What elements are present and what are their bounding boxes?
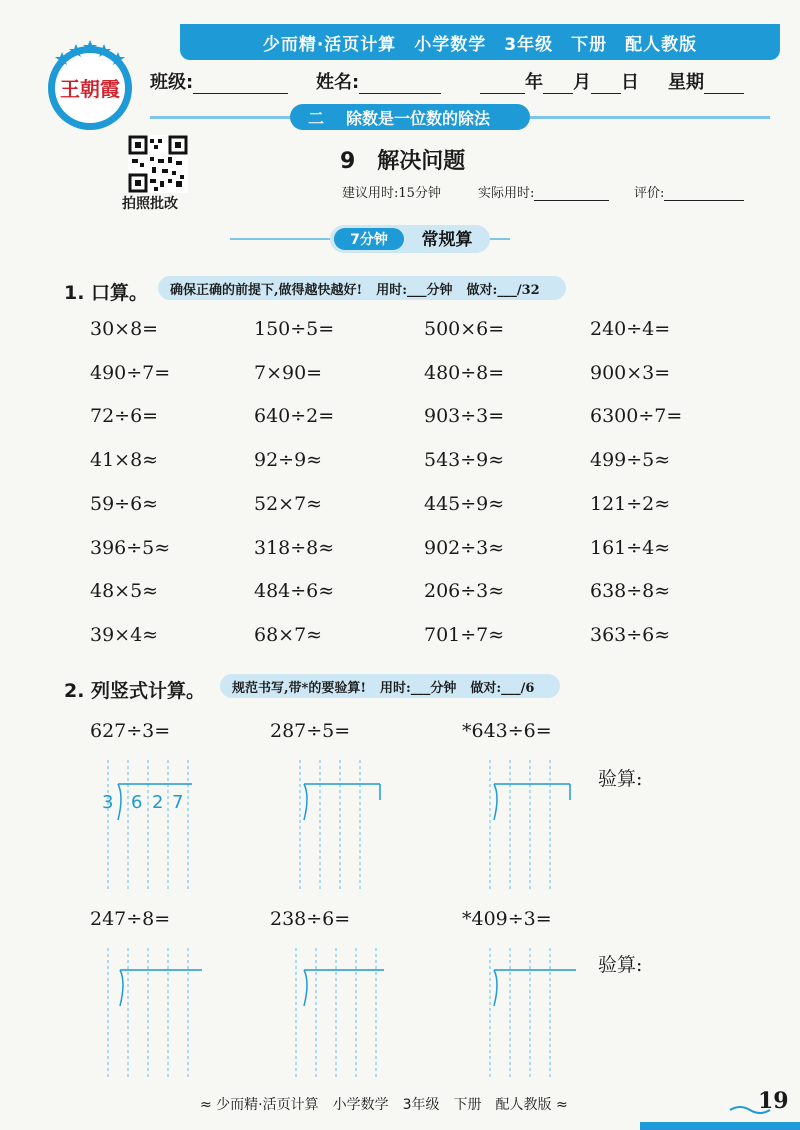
- long-division-problem: 238÷6=: [270, 908, 351, 930]
- qr-code-icon[interactable]: [128, 135, 188, 193]
- section2-time[interactable]: 用时:___分钟: [380, 680, 457, 696]
- check-label: 验算:: [598, 954, 643, 976]
- section2-instruction-bar: [220, 674, 560, 698]
- date-field[interactable]: [480, 68, 639, 94]
- mental-math-problem: 68×7≈: [254, 623, 323, 646]
- mental-math-problem: 30×8=: [90, 318, 159, 340]
- mental-math-problem: 52×7≈: [254, 492, 323, 515]
- footer-text: ≈ 少而精·活页计算 小学数学 3年级 下册 配人教版 ≈: [200, 1097, 568, 1113]
- mental-math-problem: 150÷5=: [254, 318, 335, 340]
- student-info-row: [150, 68, 750, 98]
- mental-math-problem: 48×5≈: [90, 580, 159, 603]
- weekday-label: 星期: [668, 72, 704, 93]
- section1-instruction-bar: [158, 276, 566, 300]
- long-division-workspace[interactable]: [282, 948, 392, 1078]
- section1-instruction: 确保正确的前提下,做得越快越好!: [170, 282, 363, 298]
- page-number: 19: [758, 1088, 789, 1114]
- class-blank[interactable]: [193, 73, 288, 94]
- day-blank[interactable]: [591, 73, 621, 94]
- weekday-field[interactable]: [668, 68, 744, 94]
- mental-math-problem: 484÷6≈: [254, 580, 335, 603]
- long-division-workspace[interactable]: [476, 948, 586, 1078]
- day-label: 日: [621, 72, 639, 93]
- brand-logo: [40, 36, 140, 136]
- rating-field[interactable]: [634, 182, 744, 201]
- mental-math-problem: 92÷9≈: [254, 449, 323, 472]
- long-division-workspace[interactable]: [478, 760, 578, 890]
- mental-math-problem: 39×4≈: [90, 623, 159, 646]
- class-label: 班级:: [150, 72, 194, 93]
- check-label: 验算:: [598, 768, 643, 790]
- series-title-banner: [180, 24, 780, 60]
- qr-label: 拍照批改: [122, 196, 178, 212]
- section1-time[interactable]: 用时:___分钟: [376, 282, 453, 298]
- suggested-time: 建议用时:15分钟: [342, 186, 441, 201]
- pill-divider-left: [230, 238, 330, 240]
- pill-time: 7分钟: [350, 232, 388, 248]
- pill-title: 常规算: [421, 230, 473, 250]
- mental-math-problem: 59÷6≈: [90, 492, 159, 515]
- long-division-workspace[interactable]: [288, 760, 388, 890]
- long-division-problem: 627÷3=: [90, 720, 171, 742]
- mental-math-problem: 240÷4=: [590, 318, 671, 340]
- mental-math-problem: 500×6=: [424, 318, 505, 340]
- mental-math-problem: 701÷7≈: [424, 623, 505, 646]
- month-blank[interactable]: [543, 73, 573, 94]
- actual-time-blank[interactable]: [534, 186, 609, 201]
- mental-math-problem: 543÷9≈: [424, 449, 505, 472]
- unit-number: 二: [308, 108, 325, 128]
- mental-math-problem: 638÷8≈: [590, 580, 671, 603]
- mental-math-problem: 499÷5≈: [590, 449, 671, 472]
- long-division-problem: *409÷3=: [462, 908, 552, 930]
- mental-math-problem: 445÷9≈: [424, 492, 505, 515]
- mental-math-problem: 490÷7=: [90, 361, 171, 384]
- mental-math-problem: 121÷2≈: [590, 492, 671, 515]
- mental-math-problem: 902÷3≈: [424, 536, 505, 559]
- mental-math-problem: 41×8≈: [90, 449, 159, 472]
- unit-banner: [290, 104, 530, 130]
- mental-math-problem: 640÷2=: [254, 405, 335, 428]
- mental-math-problem: 161÷4≈: [590, 536, 671, 559]
- actual-time-field[interactable]: [478, 182, 609, 201]
- mental-math-problem: 363÷6≈: [590, 623, 671, 646]
- example-digit: 2: [152, 792, 164, 813]
- year-blank[interactable]: [480, 73, 525, 94]
- example-digit: 7: [172, 792, 184, 813]
- class-field[interactable]: [150, 68, 288, 94]
- weekday-blank[interactable]: [704, 73, 744, 94]
- section2-instruction: 规范书写,带*的要验算!: [232, 680, 367, 696]
- long-division-workspace[interactable]: [96, 760, 196, 890]
- month-label: 月: [573, 72, 591, 93]
- example-digit: 6: [131, 792, 143, 813]
- year-label: 年: [525, 72, 543, 93]
- long-division-problem: 287÷5=: [270, 720, 351, 742]
- mental-math-problem: 900×3=: [590, 361, 671, 384]
- example-divisor: 3: [102, 792, 114, 813]
- mental-math-problem: 7×90=: [254, 361, 323, 384]
- mental-math-problem: 6300÷7=: [590, 405, 683, 428]
- name-blank[interactable]: [359, 73, 441, 94]
- unit-divider-right: [530, 116, 770, 119]
- mental-math-problem: 206÷3≈: [424, 580, 505, 603]
- actual-time-label: 实际用时:: [478, 186, 535, 201]
- rating-blank[interactable]: [664, 186, 744, 201]
- mental-math-problem: 903÷3=: [424, 405, 505, 428]
- long-division-problem: *643÷6=: [462, 720, 552, 742]
- mental-math-problem: 480÷8=: [424, 361, 505, 384]
- name-label: 姓名:: [316, 72, 360, 93]
- long-division-workspace[interactable]: [98, 948, 208, 1078]
- pill-divider-right: [490, 238, 510, 240]
- unit-title: 除数是一位数的除法: [346, 108, 491, 128]
- practice-pill: [330, 225, 490, 253]
- section2-score[interactable]: 做对:___/6: [470, 680, 535, 696]
- lesson-title: 9 解决问题: [340, 149, 466, 174]
- logo-text: 王朝霞: [60, 77, 120, 101]
- section1-score[interactable]: 做对:___/32: [466, 282, 540, 298]
- rating-label: 评价:: [634, 186, 665, 201]
- series-title: 少而精·活页计算 小学数学 3年级 下册 配人教版: [262, 34, 698, 55]
- name-field[interactable]: [316, 68, 441, 94]
- mental-math-problem: 72÷6=: [90, 405, 159, 428]
- section1-heading: 1. 口算。: [64, 282, 149, 304]
- mental-math-problem: 318÷8≈: [254, 536, 335, 559]
- mental-math-problem: 396÷5≈: [90, 536, 171, 559]
- unit-divider-left: [150, 116, 290, 119]
- section2-heading: 2. 列竖式计算。: [64, 680, 206, 702]
- long-division-problem: 247÷8=: [90, 908, 171, 930]
